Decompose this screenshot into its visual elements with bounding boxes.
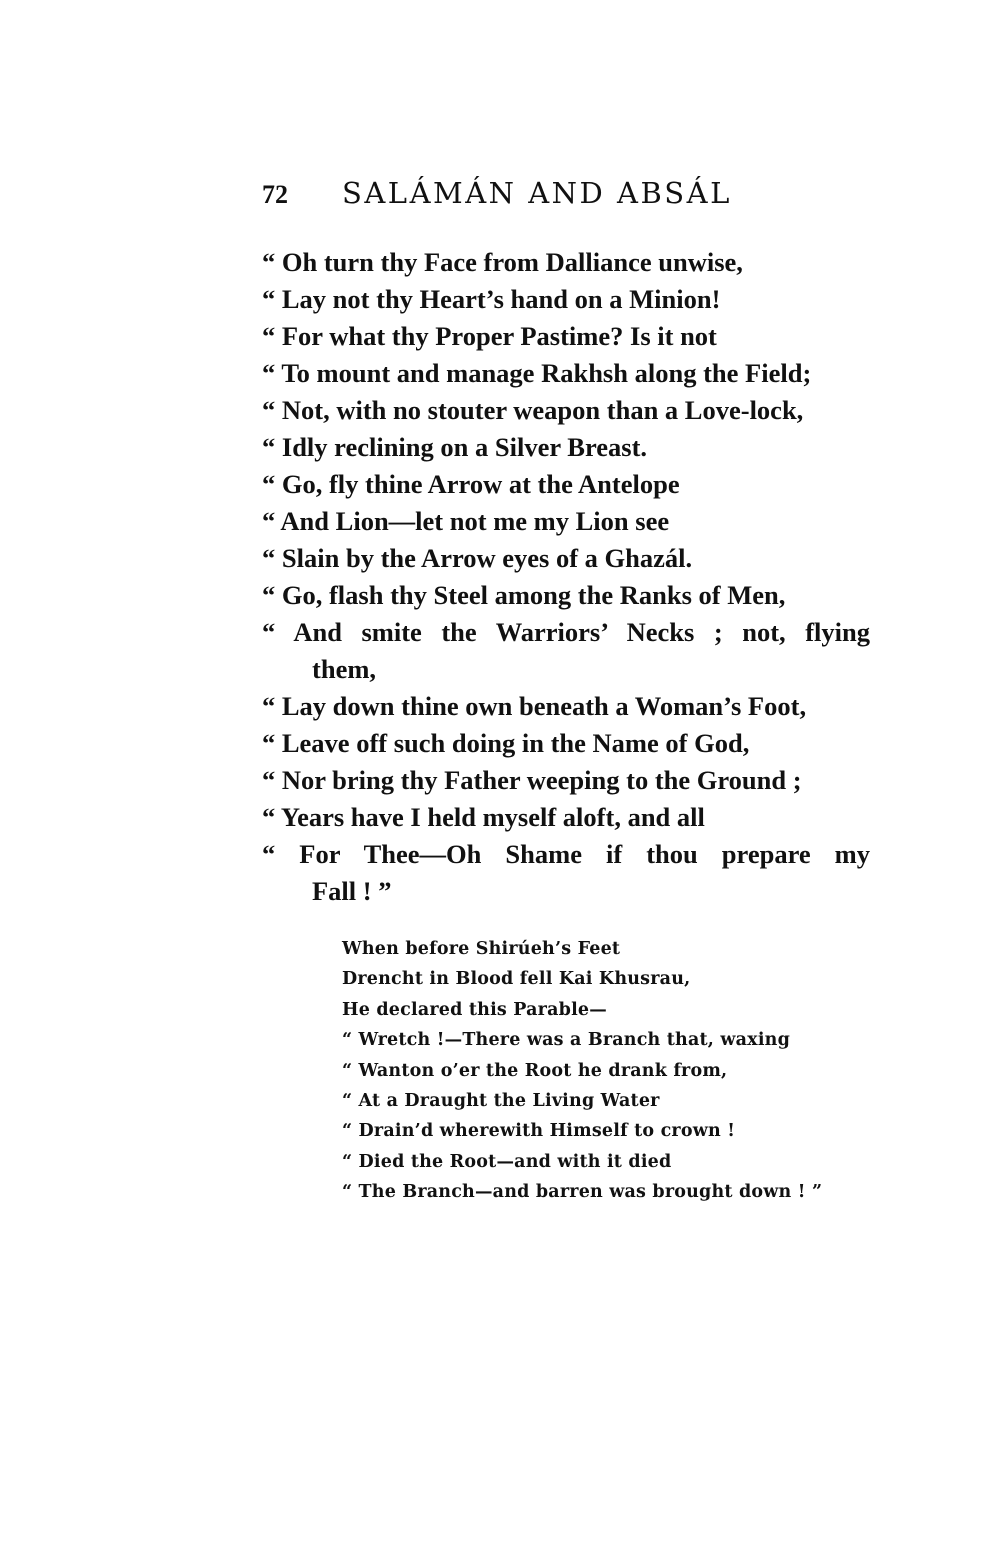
- verse-line: “ And Lion—let not me my Lion see: [262, 506, 670, 536]
- page-header: [262, 176, 882, 216]
- parable-line: He declared this Parable—: [342, 999, 607, 1020]
- verse-line: “ For what thy Proper Pastime? Is it not: [262, 321, 717, 351]
- verse-line: “ Nor bring thy Father weeping to the Ground ;: [262, 765, 802, 795]
- parable-line: “ At a Draught the Living Water: [342, 1090, 660, 1111]
- parable-line: “ Died the Root—and with it died: [342, 1151, 672, 1172]
- parable-verse-block: [342, 934, 862, 1208]
- running-title: SALÁMÁN AND ABSÁL: [342, 176, 732, 210]
- verse-line: “ Oh turn thy Face from Dalliance unwise,: [262, 247, 743, 277]
- verse-line: “ Lay not thy Heart’s hand on a Minion!: [262, 284, 721, 314]
- parable-line: “ Wanton o’er the Root he drank from,: [342, 1060, 728, 1081]
- verse-line: “ Leave off such doing in the Name of God,: [262, 728, 750, 758]
- verse-line-continuation: Fall ! ”: [312, 876, 392, 906]
- verse-line: “ Years have I held myself aloft, and all: [262, 802, 705, 832]
- parable-line: “ Wretch !—There was a Branch that, waxing: [342, 1030, 791, 1051]
- parable-line: Drencht in Blood fell Kai Khusrau,: [342, 969, 691, 990]
- parable-line: “ The Branch—and barren was brought down ! ”: [342, 1182, 823, 1203]
- parable-line: When before Shirúeh’s Feet: [342, 939, 621, 959]
- verse-line: “ Go, fly thine Arrow at the Antelope: [262, 469, 680, 499]
- verse-line: “ To mount and manage Rakhsh along the Field;: [262, 358, 812, 388]
- verse-line: “ For Thee—Oh Shame if thou prepare my: [262, 839, 870, 869]
- verse-line-continuation: them,: [312, 654, 377, 684]
- main-verse-block: [262, 244, 870, 910]
- page-number: 72: [262, 180, 288, 209]
- parable-line: “ Drain’d wherewith Himself to crown !: [342, 1121, 736, 1142]
- verse-line: “ Lay down thine own beneath a Woman’s Foot,: [262, 691, 807, 721]
- verse-line: “ And smite the Warriors’ Necks ; not, flying: [262, 617, 870, 647]
- verse-line: “ Slain by the Arrow eyes of a Ghazál.: [262, 543, 693, 573]
- verse-line: “ Idly reclining on a Silver Breast.: [262, 432, 648, 462]
- verse-line: “ Not, with no stouter weapon than a Love-lock,: [262, 395, 804, 425]
- verse-line: “ Go, flash thy Steel among the Ranks of Men,: [262, 580, 786, 610]
